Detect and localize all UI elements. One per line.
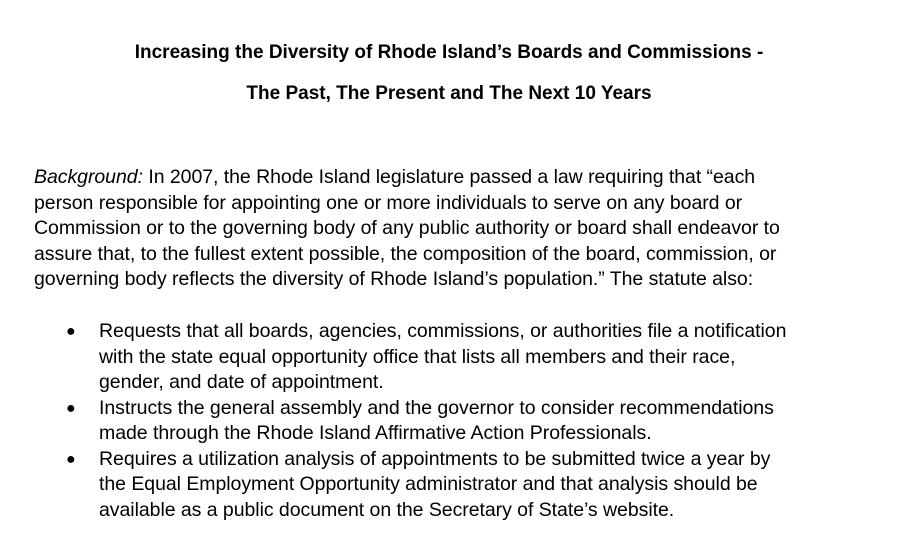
bullet-line: with the state equal opportunity office that lists all members and their race, [99,345,736,368]
paragraph-line: assure that, to the fullest extent possible, the composition of the board, commission, or [34,242,777,265]
paragraph-line: person responsible for appointing one or more individuals to serve on any board or [34,191,743,214]
paragraph-line [34,165,884,191]
bullet-dot-icon: ● [66,399,76,417]
bullet-line: Requests that all boards, agencies, commissions, or authorities file a notification [99,320,787,342]
paragraph-line: Commission or to the governing body of any public authority or board shall endeavor to [34,217,780,239]
document-title-line-2: The Past, The Present and The Next 10 Years [246,83,652,104]
bullet-line: Requires a utilization analysis of appointments to be submitted twice a year by [99,447,771,470]
bullet-dot-icon: ● [66,450,76,468]
bullet-line: gender, and date of appointment. [99,371,384,393]
bullet-line: available as a public document on the Secretary of State’s website. [99,498,675,521]
bullet-line: made through the Rhode Island Affirmative Action Professionals. [99,422,652,444]
bullet-line: the Equal Employment Opportunity administrator and that analysis should be [99,473,758,495]
bullet-item [0,447,879,524]
background-paragraph [34,165,884,293]
bullet-item [0,396,879,447]
background-label: Background: [34,166,143,188]
document-title-line-1: Increasing the Diversity of Rhode Island’s Boards and Commissions - [134,42,764,63]
bullet-line: Instructs the general assembly and the governor to consider recommendations [99,396,774,419]
bullet-item [0,319,879,396]
paragraph-line-text: In 2007, the Rhode Island legislature passed a law requiring that “each [142,166,756,188]
bullet-dot-icon: ● [66,323,76,340]
paragraph-line: governing body reflects the diversity of Rhode Island’s population.” The statute also: [34,268,754,290]
statute-bullet-list [0,319,898,523]
